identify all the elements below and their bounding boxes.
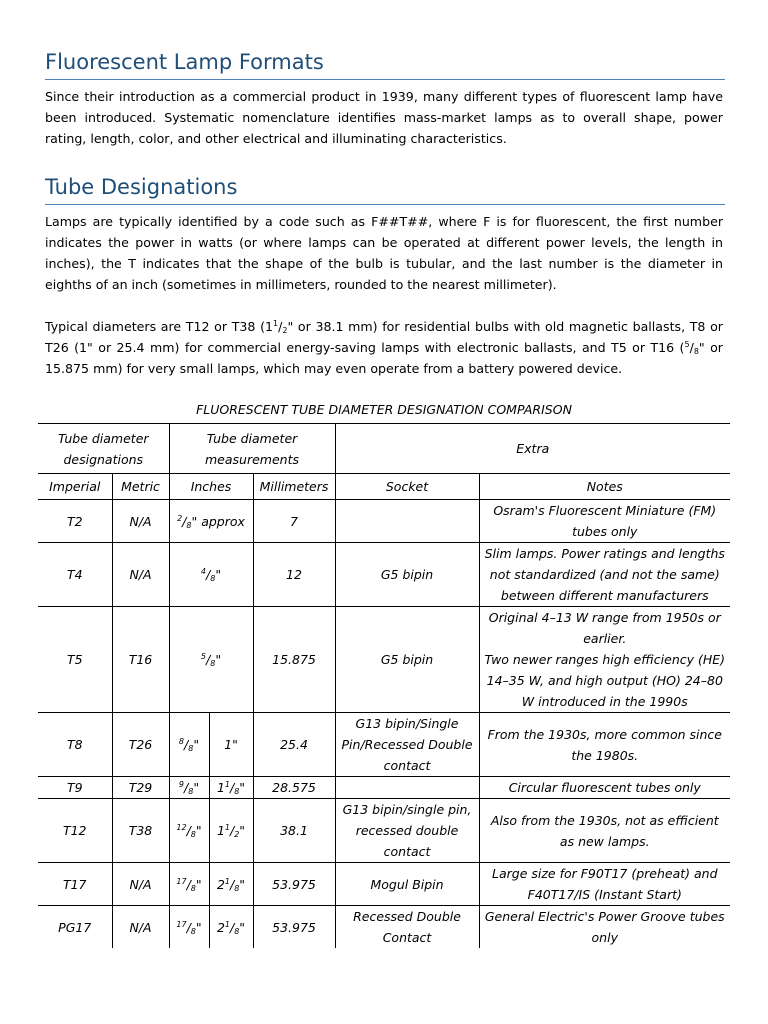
imperial-cell: T2 [38,500,112,543]
socket-cell: Recessed Double Contact [335,906,479,949]
millimeters-cell: 7 [253,500,335,543]
col-header-imperial: Imperial [38,474,112,500]
metric-cell: T29 [112,777,169,799]
metric-cell: N/A [112,500,169,543]
imperial-cell: T17 [38,863,112,906]
notes-cell: Slim lamps. Power ratings and lengths not standardized (and not the same) between different manufacturers [479,543,730,607]
imperial-cell: T5 [38,607,112,713]
metric-cell: N/A [112,863,169,906]
metric-cell: N/A [112,543,169,607]
group-header-extra: Extra [335,424,730,474]
table-row [38,713,730,777]
socket-cell: G13 bipin/single pin, recessed double contact [335,799,479,863]
col-header-metric: Metric [112,474,169,500]
notes-cell: Osram's Fluorescent Miniature (FM) tubes only [479,500,730,543]
group-header-measurements: Tube diameter measurements [169,424,335,474]
notes-cell: Original 4–13 W range from 1950s or earlier. Two newer ranges high efficiency (HE) 14–35 W, and high output (HO) 24–80 W introduced in the 1990s [479,607,730,713]
socket-cell: Mogul Bipin [335,863,479,906]
table-row [38,906,730,949]
col-header-inches: Inches [169,474,253,500]
col-header-millimeters: Millimeters [253,474,335,500]
inches-fraction-cell: $^{17}/_8$" [169,863,209,906]
imperial-cell: T12 [38,799,112,863]
millimeters-cell: 53.975 [253,863,335,906]
socket-cell: G5 bipin [335,607,479,713]
table-row [38,777,730,799]
table-row [38,500,730,543]
col-header-notes: Notes [479,474,730,500]
notes-cell: Circular fluorescent tubes only [479,777,730,799]
inches-fraction-cell: $^9/_8$" [169,777,209,799]
socket-cell [335,500,479,543]
millimeters-cell: 15.875 [253,607,335,713]
table-row [38,607,730,713]
inches-cell: $^4/_8$" [169,543,253,607]
diameters-paragraph: Typical diameters are T12 or T38 ($1^1/_2$" or 38.1 mm) for residential bulbs with old magnetic ballasts, T8 or T26 (1" or 25.4 mm) for commercial energy-saving lamps with electronic ballasts, and T5 or T16 ($^5/_8$" or 15.875 mm) for very small lamps, which may even operate from a battery powered device. [45,319,723,376]
inches-value-cell: 1" [209,713,253,777]
notes-cell: General Electric's Power Groove tubes only [479,906,730,949]
notes-cell: Large size for F90T17 (preheat) and F40T17/IS (Instant Start) [479,863,730,906]
table-caption: FLUORESCENT TUBE DIAMETER DESIGNATION COMPARISON [196,402,572,417]
metric-cell: N/A [112,906,169,949]
socket-cell: G13 bipin/Single Pin/Recessed Double contact [335,713,479,777]
millimeters-cell: 25.4 [253,713,335,777]
millimeters-cell: 28.575 [253,777,335,799]
table-row [38,543,730,607]
metric-cell: T38 [112,799,169,863]
inches-fraction-cell: $^{12}/_8$" [169,799,209,863]
inches-fraction-cell: $^8/_8$" [169,713,209,777]
millimeters-cell: 12 [253,543,335,607]
imperial-cell: T8 [38,713,112,777]
imperial-cell: PG17 [38,906,112,949]
notes-cell: Also from the 1930s, not as efficient as new lamps. [479,799,730,863]
table-row [38,799,730,863]
inches-mixed-cell: $1^1/_2$" [209,799,253,863]
table-row [38,863,730,906]
imperial-cell: T9 [38,777,112,799]
inches-fraction-cell: $^{17}/_8$" [169,906,209,949]
metric-cell: T26 [112,713,169,777]
socket-cell: G5 bipin [335,543,479,607]
inches-cell: $^5/_8$" [169,607,253,713]
millimeters-cell: 38.1 [253,799,335,863]
col-header-socket: Socket [335,474,479,500]
notes-cell: From the 1930s, more common since the 1980s. [479,713,730,777]
inches-cell: $^2/_8$" approx [169,500,253,543]
socket-cell [335,777,479,799]
section-heading-tube-designations: Tube Designations [45,172,725,205]
designation-paragraph: Lamps are typically identified by a code such as F##T##, where F is for fluorescent, the first number indicates the power in watts (or where lamps can be operated at different power levels, the length in inches), the T indicates that the shape of the bulb is tubular, and the last number is the diameter in eighths of an inch (sometimes in millimeters, rounded to the nearest millimeter). [45,214,723,292]
metric-cell: T16 [112,607,169,713]
millimeters-cell: 53.975 [253,906,335,949]
inches-mixed-cell: $2^1/_8$" [209,863,253,906]
group-header-designations: Tube diameter designations [38,424,169,474]
intro-paragraph: Since their introduction as a commercial product in 1939, many different types of fluorescent lamp have been introduced. Systematic nomenclature identifies mass-market lamps as to overall shape, power rating, length, color, and other electrical and illuminating characteristics. [45,89,723,146]
imperial-cell: T4 [38,543,112,607]
inches-mixed-cell: $1^1/_8$" [209,777,253,799]
section-heading-formats: Fluorescent Lamp Formats [45,47,725,80]
tube-diameter-table [38,423,730,948]
inches-mixed-cell: $2^1/_8$" [209,906,253,949]
